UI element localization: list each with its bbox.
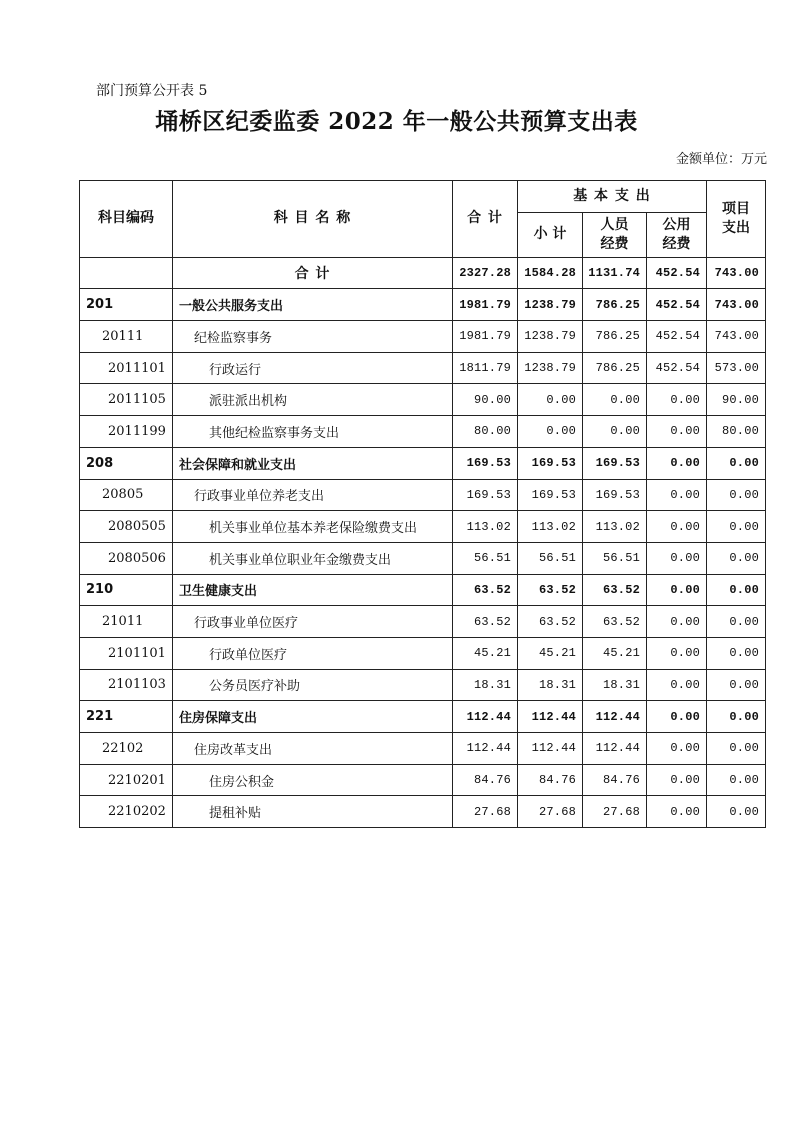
cell-subtotal: 169.53	[518, 447, 583, 479]
cell-project: 0.00	[707, 701, 766, 733]
cell-name: 行政运行	[173, 352, 453, 384]
cell-personnel: 113.02	[583, 511, 647, 543]
table-row	[80, 542, 766, 574]
cell-code: 208	[80, 447, 173, 479]
document-title: 埇桥区纪委监委 2022 年一般公共预算支出表	[155, 108, 638, 135]
cell-subtotal: 0.00	[518, 416, 583, 448]
cell-project: 90.00	[707, 384, 766, 416]
table-body	[80, 257, 766, 827]
total-row	[80, 257, 766, 289]
cell-name: 其他纪检监察事务支出	[173, 416, 453, 448]
cell-code: 2011199	[80, 416, 173, 448]
cell-public: 0.00	[647, 733, 707, 765]
table-row	[80, 669, 766, 701]
table-row	[80, 416, 766, 448]
table-row	[80, 289, 766, 321]
cell-total: 112.44	[453, 701, 518, 733]
table-row	[80, 321, 766, 353]
cell-code: 21011	[80, 606, 173, 638]
table-row	[80, 479, 766, 511]
cell-code: 2210202	[80, 796, 173, 828]
cell-code: 2210201	[80, 764, 173, 796]
cell-code: 20111	[80, 321, 173, 353]
total-personnel: 1131.74	[583, 257, 647, 289]
cell-code: 221	[80, 701, 173, 733]
cell-total: 80.00	[453, 416, 518, 448]
table-row	[80, 796, 766, 828]
cell-name: 住房保障支出	[173, 701, 453, 733]
header-subtotal: 小 计	[518, 212, 583, 257]
table-row	[80, 606, 766, 638]
cell-code: 2080505	[80, 511, 173, 543]
cell-code: 210	[80, 574, 173, 606]
table-row	[80, 384, 766, 416]
total-code-cell	[80, 257, 173, 289]
cell-personnel: 63.52	[583, 574, 647, 606]
table-row	[80, 701, 766, 733]
cell-personnel: 84.76	[583, 764, 647, 796]
cell-public: 0.00	[647, 574, 707, 606]
cell-public: 0.00	[647, 701, 707, 733]
cell-total: 45.21	[453, 637, 518, 669]
cell-total: 169.53	[453, 479, 518, 511]
cell-public: 452.54	[647, 352, 707, 384]
cell-name: 公务员医疗补助	[173, 669, 453, 701]
table-row	[80, 511, 766, 543]
total-public: 452.54	[647, 257, 707, 289]
cell-subtotal: 112.44	[518, 701, 583, 733]
cell-public: 452.54	[647, 321, 707, 353]
cell-project: 0.00	[707, 479, 766, 511]
table-row	[80, 574, 766, 606]
cell-project: 0.00	[707, 637, 766, 669]
cell-project: 80.00	[707, 416, 766, 448]
header-personnel: 人员经费	[583, 212, 647, 257]
cell-personnel: 0.00	[583, 384, 647, 416]
cell-total: 63.52	[453, 574, 518, 606]
cell-code: 20805	[80, 479, 173, 511]
total-label: 合 计	[173, 257, 453, 289]
cell-total: 1981.79	[453, 289, 518, 321]
cell-subtotal: 63.52	[518, 574, 583, 606]
cell-public: 0.00	[647, 511, 707, 543]
header-name: 科 目 名 称	[173, 181, 453, 258]
cell-subtotal: 1238.79	[518, 289, 583, 321]
cell-name: 提租补贴	[173, 796, 453, 828]
cell-public: 0.00	[647, 669, 707, 701]
total-subtotal: 1584.28	[518, 257, 583, 289]
cell-total: 63.52	[453, 606, 518, 638]
cell-personnel: 169.53	[583, 447, 647, 479]
cell-total: 169.53	[453, 447, 518, 479]
cell-name: 机关事业单位职业年金缴费支出	[173, 542, 453, 574]
table-row	[80, 637, 766, 669]
unit-label: 金额单位：万元	[675, 152, 767, 167]
cell-subtotal: 84.76	[518, 764, 583, 796]
cell-name: 派驻派出机构	[173, 384, 453, 416]
cell-public: 0.00	[647, 542, 707, 574]
cell-personnel: 786.25	[583, 289, 647, 321]
cell-personnel: 112.44	[583, 733, 647, 765]
cell-name: 住房公积金	[173, 764, 453, 796]
cell-name: 卫生健康支出	[173, 574, 453, 606]
cell-total: 27.68	[453, 796, 518, 828]
cell-public: 0.00	[647, 764, 707, 796]
cell-public: 0.00	[647, 447, 707, 479]
cell-total: 84.76	[453, 764, 518, 796]
cell-name: 行政事业单位养老支出	[173, 479, 453, 511]
cell-subtotal: 56.51	[518, 542, 583, 574]
cell-public: 0.00	[647, 606, 707, 638]
cell-public: 0.00	[647, 416, 707, 448]
cell-public: 0.00	[647, 479, 707, 511]
cell-code: 2101101	[80, 637, 173, 669]
cell-project: 0.00	[707, 669, 766, 701]
cell-public: 0.00	[647, 384, 707, 416]
cell-personnel: 169.53	[583, 479, 647, 511]
cell-personnel: 0.00	[583, 416, 647, 448]
cell-project: 743.00	[707, 321, 766, 353]
cell-subtotal: 27.68	[518, 796, 583, 828]
cell-code: 2011101	[80, 352, 173, 384]
cell-total: 113.02	[453, 511, 518, 543]
cell-code: 2101103	[80, 669, 173, 701]
cell-total: 90.00	[453, 384, 518, 416]
cell-personnel: 786.25	[583, 352, 647, 384]
cell-code: 2011105	[80, 384, 173, 416]
cell-project: 0.00	[707, 606, 766, 638]
document-label: 部门预算公开表 5	[96, 83, 208, 99]
cell-total: 1981.79	[453, 321, 518, 353]
cell-name: 社会保障和就业支出	[173, 447, 453, 479]
cell-project: 0.00	[707, 447, 766, 479]
cell-public: 0.00	[647, 637, 707, 669]
cell-total: 1811.79	[453, 352, 518, 384]
cell-code: 2080506	[80, 542, 173, 574]
table-row	[80, 764, 766, 796]
cell-total: 56.51	[453, 542, 518, 574]
cell-personnel: 27.68	[583, 796, 647, 828]
table-row	[80, 447, 766, 479]
total-total: 2327.28	[453, 257, 518, 289]
cell-personnel: 786.25	[583, 321, 647, 353]
cell-name: 一般公共服务支出	[173, 289, 453, 321]
cell-subtotal: 169.53	[518, 479, 583, 511]
table-row	[80, 733, 766, 765]
cell-personnel: 63.52	[583, 606, 647, 638]
cell-public: 0.00	[647, 796, 707, 828]
cell-subtotal: 0.00	[518, 384, 583, 416]
cell-total: 18.31	[453, 669, 518, 701]
header-total: 合 计	[453, 181, 518, 258]
cell-personnel: 45.21	[583, 637, 647, 669]
cell-project: 0.00	[707, 542, 766, 574]
cell-name: 行政事业单位医疗	[173, 606, 453, 638]
cell-total: 112.44	[453, 733, 518, 765]
cell-project: 0.00	[707, 733, 766, 765]
cell-subtotal: 18.31	[518, 669, 583, 701]
table-header	[80, 181, 766, 258]
cell-project: 0.00	[707, 574, 766, 606]
cell-project: 573.00	[707, 352, 766, 384]
header-basic-expenditure: 基 本 支 出	[518, 181, 707, 213]
budget-table	[79, 180, 766, 828]
total-project: 743.00	[707, 257, 766, 289]
cell-name: 纪检监察事务	[173, 321, 453, 353]
header-project-expenditure: 项目支出	[707, 181, 766, 258]
cell-code: 22102	[80, 733, 173, 765]
cell-subtotal: 1238.79	[518, 352, 583, 384]
cell-personnel: 18.31	[583, 669, 647, 701]
cell-subtotal: 45.21	[518, 637, 583, 669]
cell-name: 行政单位医疗	[173, 637, 453, 669]
cell-personnel: 56.51	[583, 542, 647, 574]
cell-name: 住房改革支出	[173, 733, 453, 765]
cell-name: 机关事业单位基本养老保险缴费支出	[173, 511, 453, 543]
header-code: 科目编码	[80, 181, 173, 258]
header-public: 公用经费	[647, 212, 707, 257]
cell-project: 0.00	[707, 511, 766, 543]
cell-project: 743.00	[707, 289, 766, 321]
cell-subtotal: 112.44	[518, 733, 583, 765]
cell-personnel: 112.44	[583, 701, 647, 733]
cell-subtotal: 1238.79	[518, 321, 583, 353]
table-row	[80, 352, 766, 384]
cell-code: 201	[80, 289, 173, 321]
cell-public: 452.54	[647, 289, 707, 321]
cell-subtotal: 113.02	[518, 511, 583, 543]
cell-project: 0.00	[707, 764, 766, 796]
cell-subtotal: 63.52	[518, 606, 583, 638]
cell-project: 0.00	[707, 796, 766, 828]
